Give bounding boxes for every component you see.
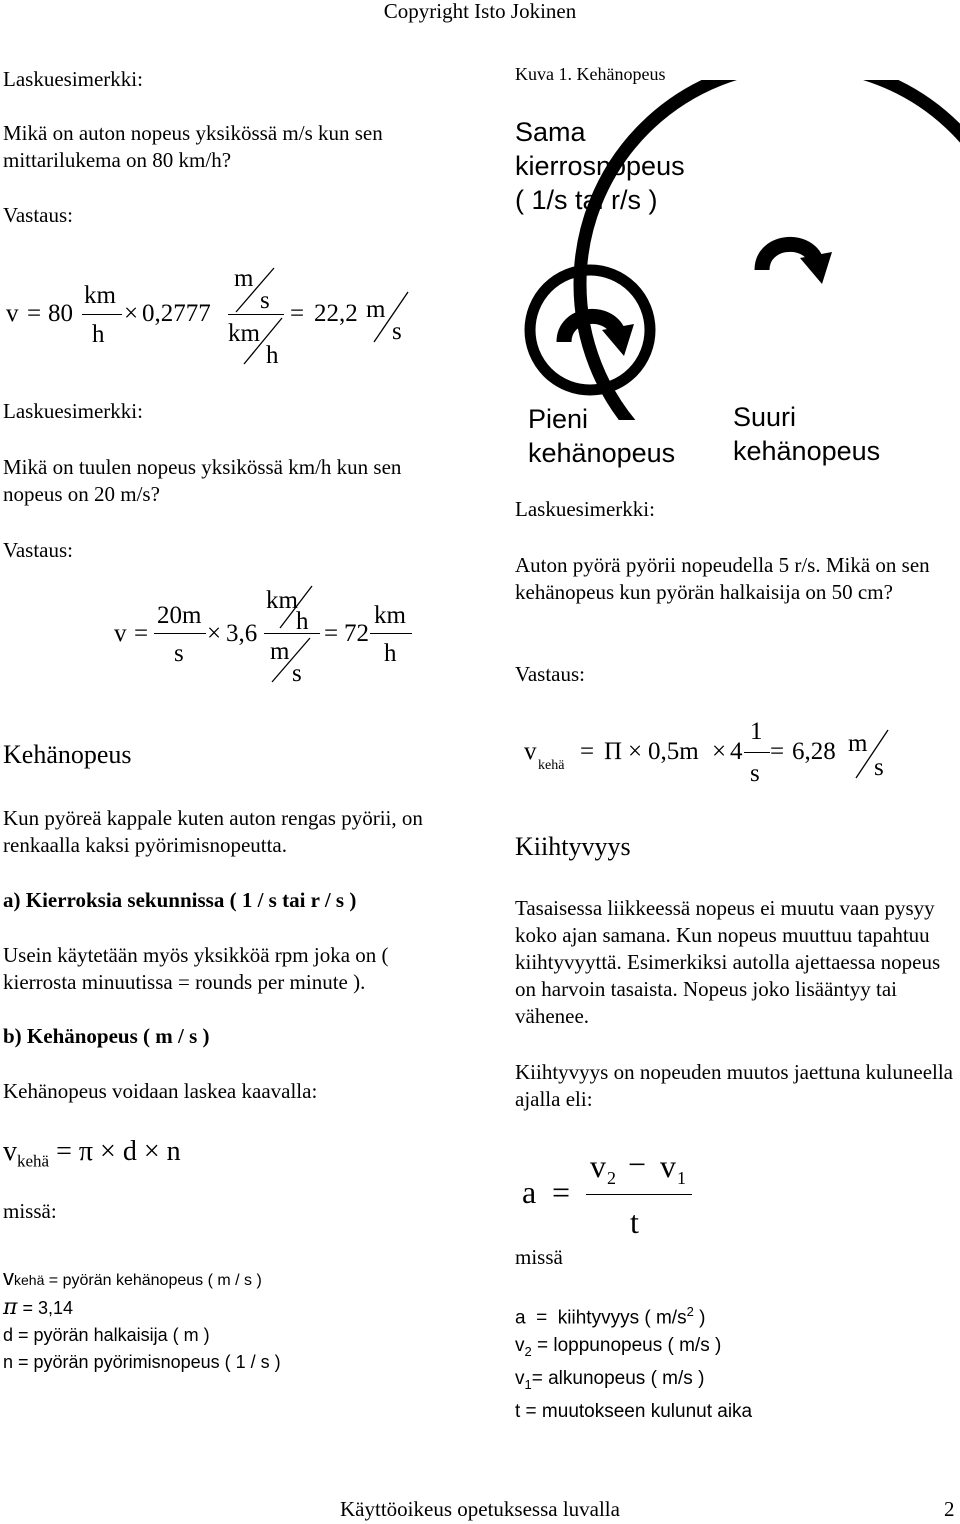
f2-eq2: = [324,620,339,647]
f1-eq2: = [290,300,305,327]
copyright-header: Copyright Isto Jokinen [383,0,577,23]
figure-title: Sama kierrosnopeus ( 1/s tai r/s ) [515,117,685,215]
f3-one: 1 [750,718,763,745]
label-large-wheel: Suuri kehänopeus [733,402,881,466]
f3-s: s [750,760,760,787]
kiihtyvyys-definitions [515,1298,752,1426]
f3-times-1: × [628,738,643,765]
f3-times-2: × [712,738,727,765]
f2-result: 72 [344,620,369,647]
kiihtyvyys-paragraph-2: Kiihtyvyys on nopeuden muutos jaettuna kuluneella ajalla eli: [515,1060,954,1111]
af-eq: = [552,1174,571,1210]
af-sub-2: 2 [607,1168,616,1188]
kiihtyvyys-heading: Kiihtyvyys [515,832,631,861]
f2-times: × [207,620,222,647]
kdef-pi: π = 3,14 [3,1295,74,1320]
example-3-question: Auton pyörä pyörii nopeudella 5 r/s. Mikä on sen kehänopeus kun pyörän halkaisija on 50 cm? [515,553,930,604]
kiihtyvyys-paragraph-1: Tasaisessa liikkeessä nopeus ei muutu vaan pysyy koko ajan samana. Kun nopeus muuttuu tapahtuu kiihtyvyyttä. Esimerkiksi autolla ajettaessa nopeus on harvoin tasaista. Nopeus joko lisääntyy tai vähenee. [515,896,941,1028]
f1-unit-m: m [366,296,386,323]
af-v2: v [590,1148,606,1184]
example-2-question: Mikä on tuulen nopeus yksikössä km/h kun sen nopeus on 20 m/s? [3,455,402,506]
f1-s: s [260,287,270,314]
kf-times-2: × [143,1136,160,1167]
f3-n: 4 [730,738,743,765]
kehanopeus-b-heading: b) Kehänopeus ( m / s ) [3,1024,210,1048]
kf-d: d [122,1136,137,1167]
example-3-title: Laskuesimerkki: [515,497,655,521]
f1-80: 80 [48,300,73,327]
f1-m: m [234,265,254,292]
kehanopeus-b-text: Kehänopeus voidaan laskea kaavalla: [3,1079,318,1103]
kehanopeus-definitions [3,1264,281,1376]
f2-m: m [270,638,290,665]
f2-num: 20m [157,602,202,629]
kehanopeus-heading: Kehänopeus [3,740,132,769]
af-sub-1: 1 [677,1168,686,1188]
f3-unit-m: m [848,730,868,757]
f1-v: v [6,300,19,327]
f2-conv: 3,6 [226,620,258,647]
small-rotation-arrow-icon [564,316,634,356]
f3-eq2: = [770,738,785,765]
kdef-d: d = pyörän halkaisija ( m ) [3,1325,210,1345]
f2-eq: = [134,620,149,647]
kehanopeus-a-heading: a) Kierroksia sekunnissa ( 1 / s tai r / s ) [3,888,357,912]
kiihtyvyys-missa: missä [515,1245,563,1269]
adef-t: t = muutokseen kulunut aika [515,1401,753,1423]
f1-times: × [124,300,139,327]
kdef-v: vkehä = pyörän kehänopeus ( m / s ) [3,1265,262,1290]
f3-result: 6,28 [792,738,836,765]
large-rotation-arrow-icon [762,244,832,284]
adef-a: a = kiihtyvyys ( $m/s^2$ ) [515,1304,706,1329]
kf-sub: kehä [17,1151,50,1171]
af-v1: v [660,1148,676,1184]
f1-h2: h [266,342,279,369]
wheels-illustration [500,80,960,420]
kf-pi: π [78,1136,94,1167]
f1-km2: km [228,320,260,347]
f2-unit-km: km [374,602,406,629]
f1-conv: 0,2777 [142,300,211,327]
kehanopeus-intro: Kun pyöreä kappale kuten auton rengas pyörii, on renkaalla kaksi pyörimisnopeutta. [3,806,423,857]
f3-d: 0,5m [648,738,699,765]
f1-result: 22,2 [314,300,358,327]
f2-den: s [174,640,184,667]
footer-text: Käyttöoikeus opetuksessa luvalla [340,1497,620,1521]
example-2-answer-label: Vastaus: [3,538,73,562]
kehanopeus-formula [3,1136,181,1172]
kehanopeus-missa: missä: [3,1199,57,1223]
example-3-answer-label: Vastaus: [515,662,585,686]
f1-km: km [84,282,116,309]
f1-unit-s: s [392,318,402,345]
kf-n: n [166,1136,181,1167]
f3-sub: kehä [538,758,565,773]
f2-unit-h: h [384,640,397,667]
f3-pi: Π [604,738,623,765]
f3-fraction-bar [744,752,770,753]
f2-km: km [266,587,298,614]
figure-caption: Kuva 1. Kehänopeus [515,64,666,84]
kf-v: v [3,1136,17,1167]
kdef-n: n = pyörän pyörimisnopeus ( 1 / s ) [3,1352,281,1372]
f2-s: s [292,660,302,687]
page-number: 2 [944,1497,955,1521]
af-a: a [522,1174,537,1210]
kf-eq: = [56,1136,72,1167]
label-small-wheel: Pieni kehänopeus [528,404,676,468]
f1-eq: = [27,300,42,327]
adef-v2: $v_2$ = loppunopeus ( m/s ) [515,1334,722,1359]
f2-slashes [0,0,480,700]
f3-slash [840,720,900,790]
f2-v: v [114,620,127,647]
f3-unit-s: s [874,754,884,781]
f3-v: v [524,738,537,765]
example-1-question: Mikä on auton nopeus yksikössä m/s kun sen mittarilukema on 80 km/h? [3,121,383,172]
f3-eq: = [580,738,595,765]
example-2-title: Laskuesimerkki: [3,399,143,423]
example-1-title: Laskuesimerkki: [3,67,143,91]
adef-v1: $v_1=$ alkunopeus ( m/s ) [515,1368,705,1392]
kf-times-1: × [100,1136,116,1167]
f1-h: h [92,321,105,348]
af-minus: − [628,1146,647,1182]
af-fraction-bar [586,1194,692,1195]
af-t: t [630,1204,639,1240]
kehanopeus-a-text: Usein käytetään myös yksikköä rpm joka on ( kierrosta minuutissa = rounds per minute ). [3,943,389,994]
f2-h: h [296,608,309,635]
example-1-answer-label: Vastaus: [3,203,73,227]
